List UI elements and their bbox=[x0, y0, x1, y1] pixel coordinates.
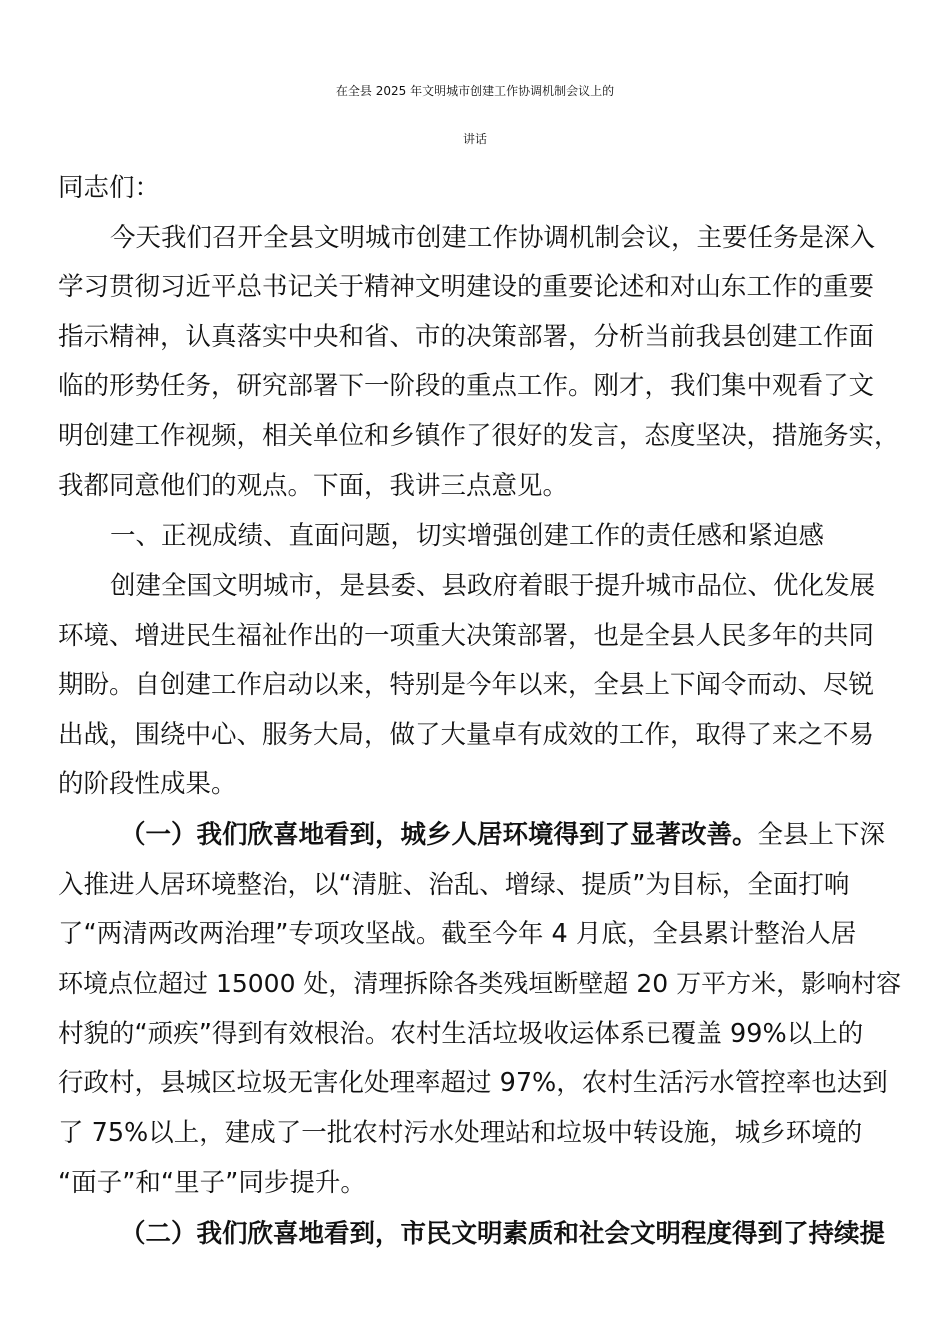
paragraph-line: 创建全国文明城市，是县委、县政府着眼于提升城市品位、优化发展 bbox=[110, 571, 876, 601]
paragraph-line: “面子”和“里子”同步提升。 bbox=[58, 1168, 366, 1198]
paragraph-line: 出战，围绕中心、服务大局，做了大量卓有成效的工作，取得了来之不易 bbox=[58, 720, 875, 750]
paragraph-line: 今天我们召开全县文明城市创建工作协调机制会议，主要任务是深入 bbox=[110, 223, 876, 253]
subsection-heading: （二）我们欣喜地看到，市民文明素质和社会文明程度得到了持续提 bbox=[120, 1219, 886, 1249]
paragraph-line: 我都同意他们的观点。下面，我讲三点意见。 bbox=[58, 471, 569, 501]
paragraph-line: 村貌的“顽疾”得到有效根治。农村生活垃圾收运体系已覆盖 99%以上的 bbox=[58, 1019, 864, 1049]
paragraph-line: 指示精神，认真落实中央和省、市的决策部署，分析当前我县创建工作面 bbox=[58, 322, 875, 352]
paragraph-line: 的阶段性成果。 bbox=[58, 769, 237, 799]
paragraph-line: 明创建工作视频，相关单位和乡镇作了很好的发言，态度坚决，措施务实， bbox=[58, 421, 900, 451]
document-title-line-1: 在全县 2025 年文明城市创建工作协调机制会议上的 bbox=[335, 84, 615, 98]
paragraph-line: 行政村，县城区垃圾无害化处理率超过 97%，农村生活污水管控率也达到 bbox=[58, 1068, 888, 1098]
paragraph-line: 入推进人居环境整治，以“清脏、治乱、增绿、提质”为目标，全面打响 bbox=[58, 870, 850, 900]
greeting: 同志们： bbox=[58, 173, 161, 203]
subsection-line bbox=[120, 817, 885, 853]
paragraph-line: 了“两清两改两治理”专项攻坚战。截至今年 4 月底，全县累计整治人居 bbox=[58, 919, 857, 949]
paragraph-line: 期盼。自创建工作启动以来，特别是今年以来，全县上下闻令而动、尽锐 bbox=[58, 670, 875, 700]
paragraph-line: 环境、增进民生福祉作出的一项重大决策部署，也是全县人民多年的共同 bbox=[58, 621, 875, 651]
paragraph-line: 临的形势任务，研究部署下一阶段的重点工作。刚才，我们集中观看了文 bbox=[58, 371, 875, 401]
subsection-text: 全县上下深 bbox=[757, 820, 886, 850]
section-heading: 一、正视成绩、直面问题，切实增强创建工作的责任感和紧迫感 bbox=[110, 521, 825, 551]
paragraph-line: 了 75%以上，建成了一批农村污水处理站和垃圾中转设施，城乡环境的 bbox=[58, 1118, 863, 1148]
document-title-line-2: 讲话 bbox=[462, 132, 487, 146]
paragraph-line: 学习贯彻习近平总书记关于精神文明建设的重要论述和对山东工作的重要 bbox=[58, 272, 875, 302]
subsection-heading: （一）我们欣喜地看到，城乡人居环境得到了显著改善。 bbox=[120, 820, 758, 850]
paragraph-line: 环境点位超过 15000 处，清理拆除各类残垣断壁超 20 万平方米，影响村容 bbox=[58, 969, 902, 998]
